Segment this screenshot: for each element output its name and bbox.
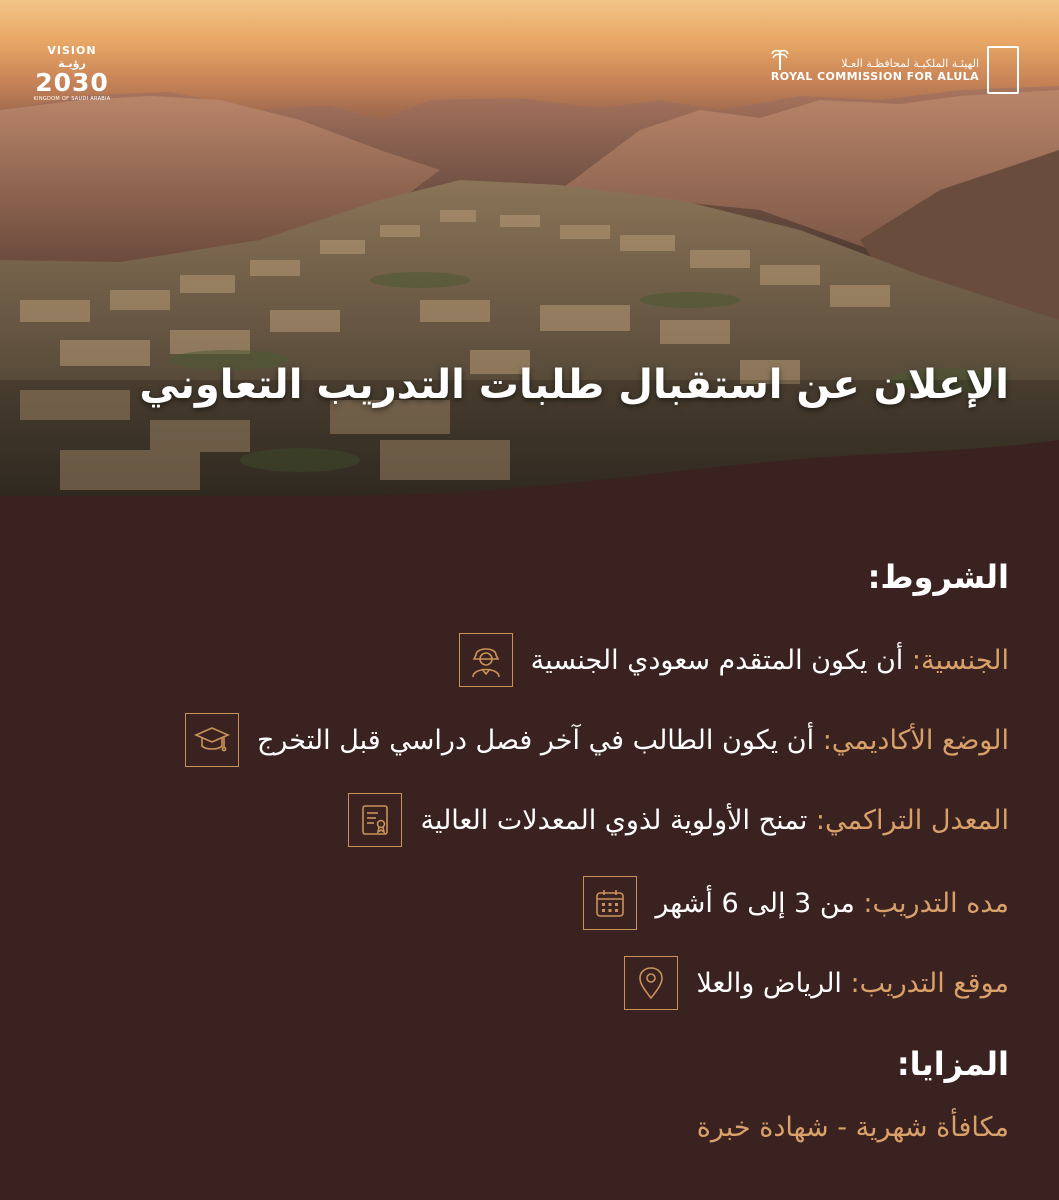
location-value: الرياض والعلا [696, 967, 851, 999]
vision-logo-year: 2030 [35, 68, 109, 97]
conditions-heading: الشروط: [867, 558, 1009, 596]
benefits-text: مكافأة شهرية - شهادة خبرة [696, 1112, 1009, 1143]
announcement-title: الإعلان عن استقبال طلبات التدريب التعاوني [139, 362, 1009, 408]
condition-row-academic-status [185, 711, 1009, 769]
condition-row-duration [583, 874, 1009, 932]
content-panel [0, 500, 1059, 1200]
nationality-value: أن يكون المتقدم سعودي الجنسية [530, 644, 912, 676]
royal-commission-arabic-name: الهيئـة الملكيـة لمحافظـة العـلا [841, 57, 979, 70]
person-icon [459, 633, 513, 687]
royal-commission-english-name: ROYAL COMMISSION FOR ALULA [770, 70, 979, 83]
nationality-label: الجنسية: [911, 644, 1009, 676]
calendar-icon [583, 876, 637, 930]
gpa-label: المعدل التراكمي: [815, 804, 1009, 836]
gpa-value: تمنح الأولوية لذوي المعدلات العالية [420, 804, 816, 836]
academic-status-value: أن يكون الطالب في آخر فصل دراسي قبل التخرج [256, 724, 823, 756]
hero-image [0, 0, 1059, 500]
condition-row-gpa [348, 791, 1009, 849]
duration-value: من 3 إلى 6 أشهر [655, 887, 864, 919]
benefits-heading: المزايا: [896, 1045, 1009, 1083]
royal-commission-logo [771, 46, 1019, 94]
duration-label: مده التدريب: [863, 887, 1009, 919]
vision-logo-top-text: VISION رؤيـة [47, 44, 97, 70]
graduation-cap-icon [185, 713, 239, 767]
palm-emblem-icon [987, 46, 1019, 94]
condition-row-nationality [459, 631, 1009, 689]
location-label: موقع التدريب: [850, 967, 1009, 999]
location-pin-icon [624, 956, 678, 1010]
vision-2030-logo [32, 44, 112, 102]
vision-logo-sub-text: KINGDOM OF SAUDI ARABIA [33, 96, 111, 102]
certificate-icon [348, 793, 402, 847]
condition-row-location [624, 954, 1009, 1012]
academic-status-label: الوضع الأكاديمي: [822, 724, 1009, 756]
